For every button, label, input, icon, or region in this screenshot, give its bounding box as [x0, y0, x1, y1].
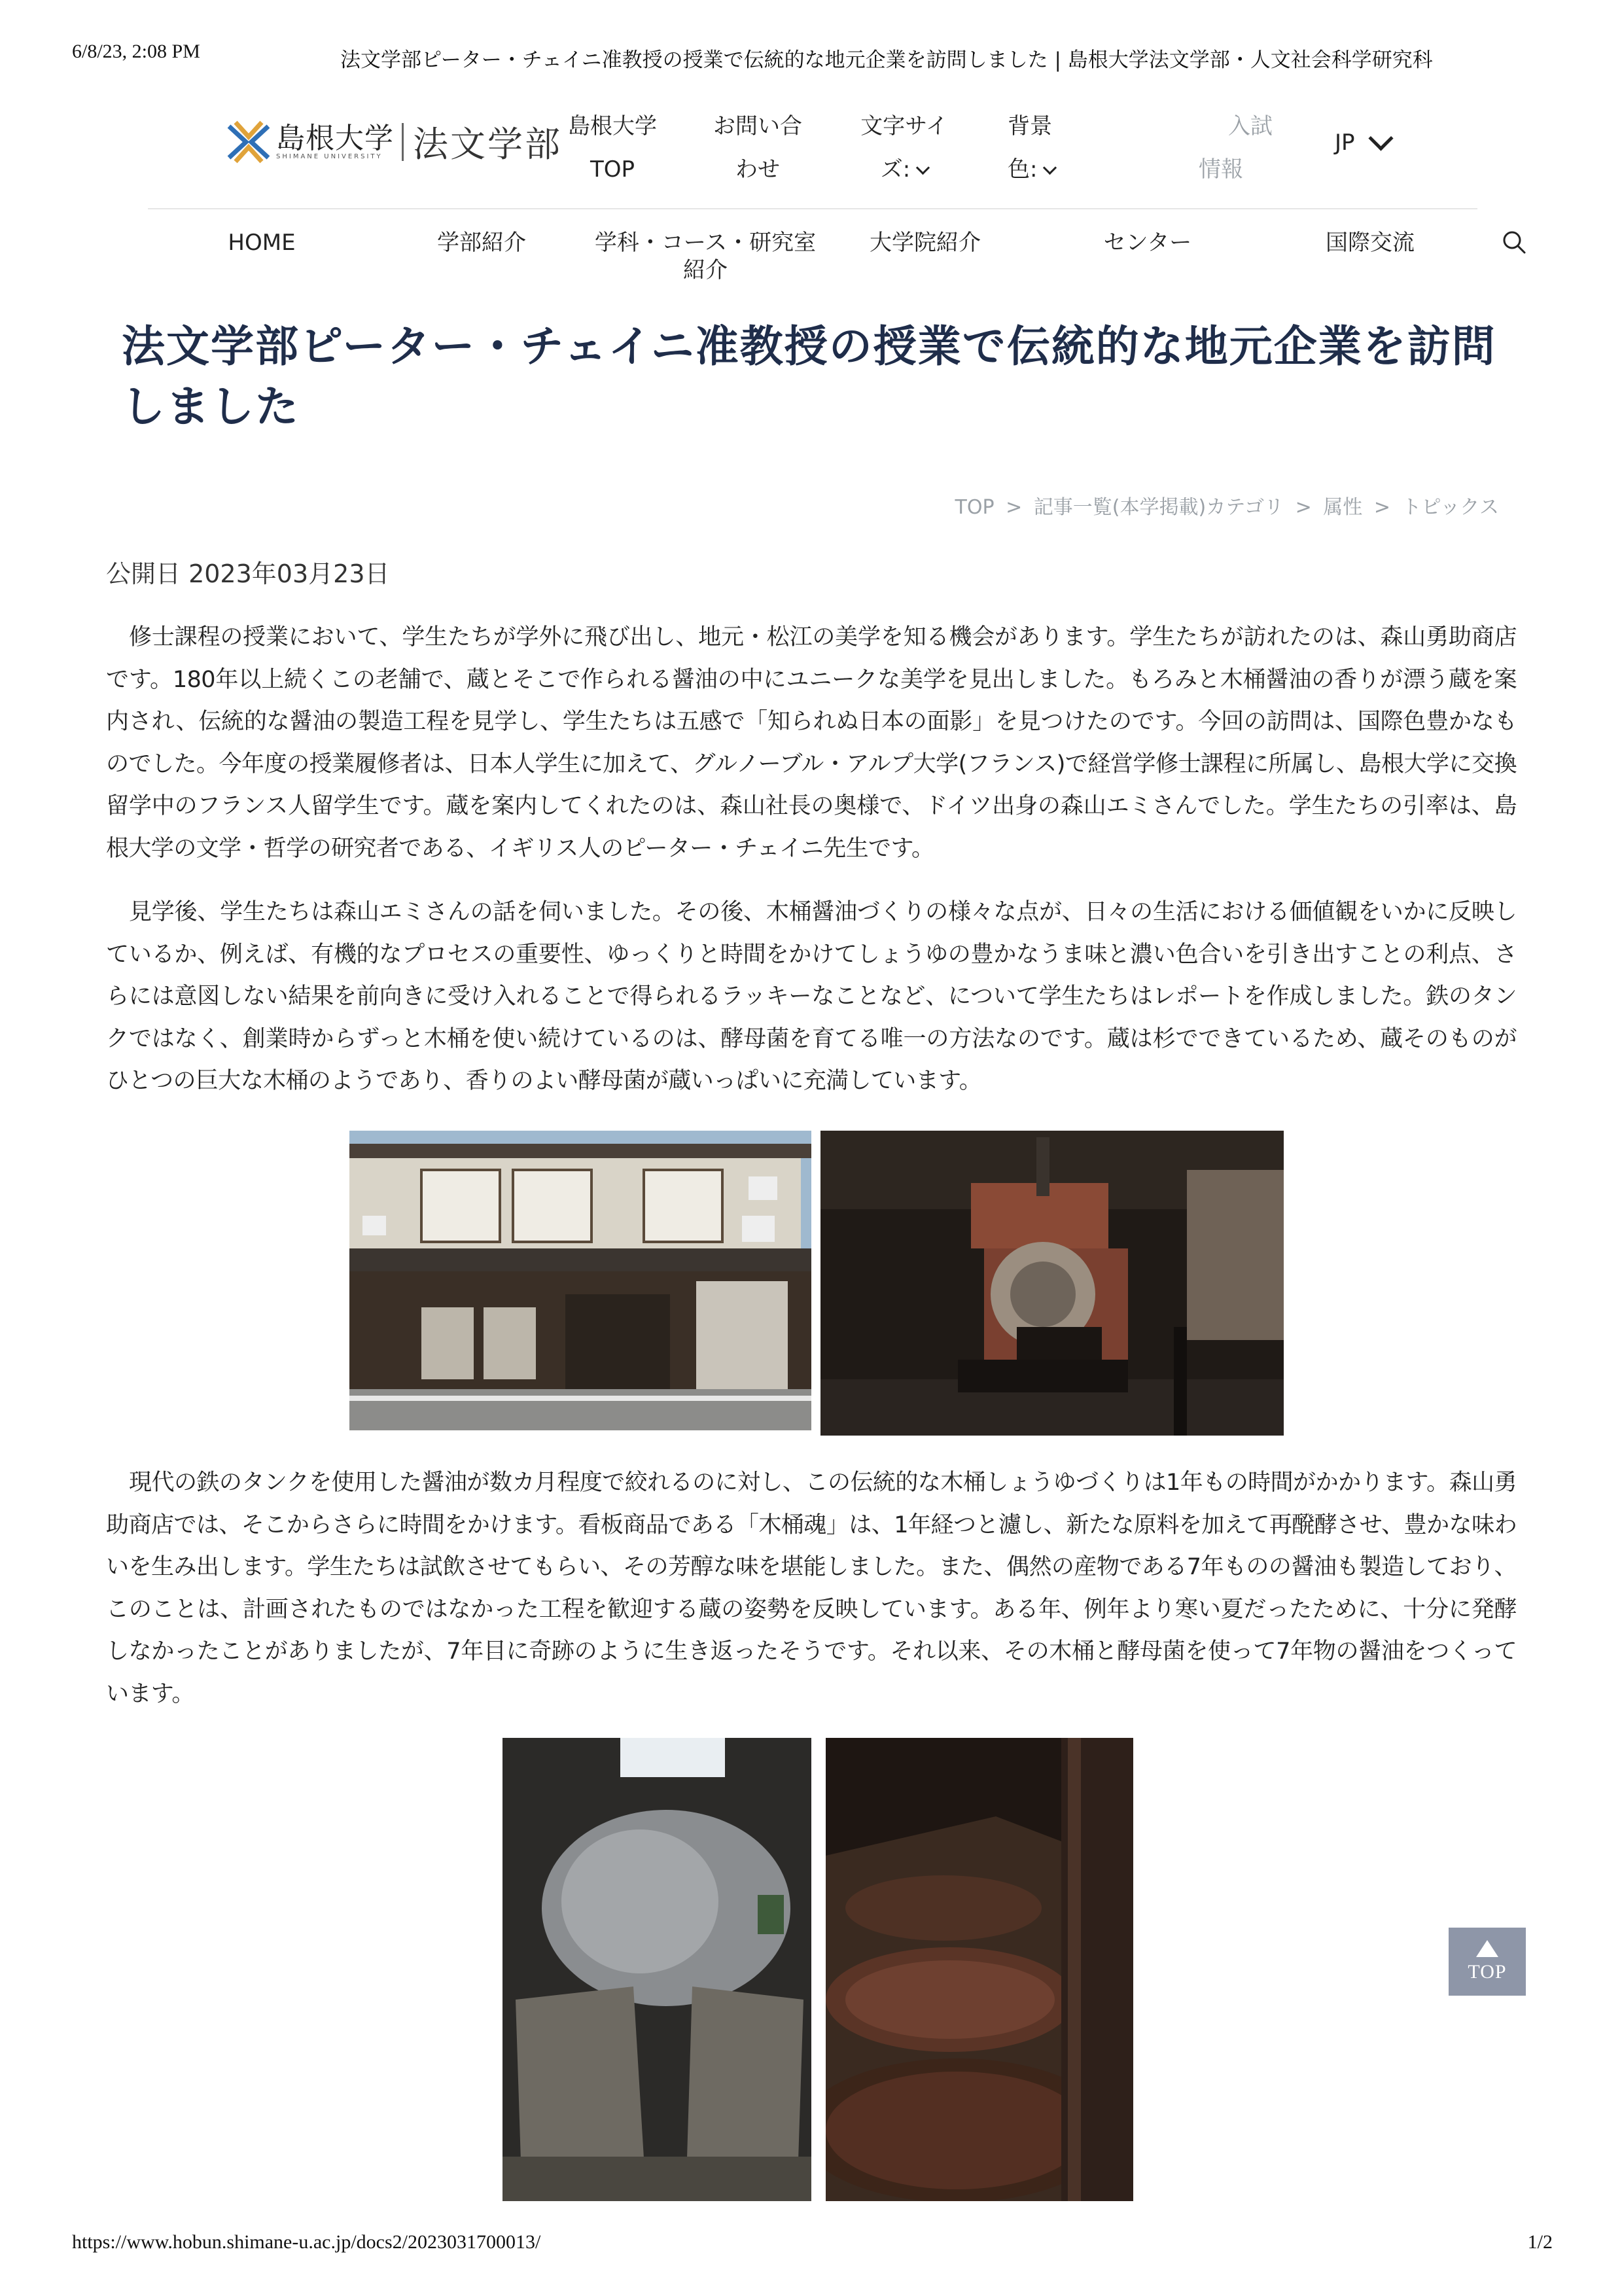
- util-link-university-top[interactable]: [567, 105, 658, 191]
- print-page-number: 1/2: [1527, 2231, 1553, 2253]
- print-url: https://www.hobun.shimane-u.ac.jp/docs2/2023031700013/: [72, 2231, 541, 2253]
- nav-departments[interactable]: 学科・コース・研究室紹介: [594, 230, 817, 283]
- util-link-label: 背景: [1008, 113, 1052, 139]
- nav-center[interactable]: センター: [1103, 230, 1192, 256]
- util-link-admissions[interactable]: [1188, 105, 1273, 191]
- breadcrumb-item-attribute[interactable]: 属性: [1323, 496, 1363, 519]
- nav-faculty-intro[interactable]: 学部紹介: [437, 230, 526, 256]
- print-document-title: 法文学部ピーター・チェイニ准教授の授業で伝統的な地元企業を訪問しました | 島根大学法文学部・人文社会科学研究科: [340, 48, 1433, 72]
- util-link-label: 色:: [1008, 156, 1038, 183]
- util-link-label: 入試: [1228, 113, 1273, 139]
- search-icon[interactable]: [1501, 229, 1527, 255]
- breadcrumb: [953, 491, 1502, 520]
- nav-graduate-school[interactable]: 大学院紹介: [870, 230, 981, 256]
- breadcrumb-item-topics[interactable]: トピックス: [1402, 496, 1499, 519]
- site-logo[interactable]: [226, 116, 562, 167]
- photo-wooden-vats: [826, 1738, 1133, 2201]
- nav-international[interactable]: 国際交流: [1326, 230, 1415, 256]
- nav-home[interactable]: HOME: [228, 230, 296, 256]
- logo-university-name: 島根大学: [276, 122, 394, 155]
- university-emblem-icon: [226, 120, 271, 164]
- util-link-label: お問い合: [713, 113, 802, 139]
- arrow-up-icon: [1476, 1940, 1498, 1957]
- logo-department-name: 法文学部: [413, 124, 562, 165]
- chevron-down-icon: [916, 161, 930, 175]
- chevron-down-icon: [1043, 161, 1057, 175]
- util-link-label: 島根大学: [568, 113, 657, 139]
- print-datetime: 6/8/23, 2:08 PM: [72, 41, 200, 62]
- photo-storefront: [349, 1131, 811, 1430]
- logo-separator: [402, 123, 404, 161]
- util-link-contact[interactable]: [712, 105, 803, 191]
- util-link-label: ズ:: [880, 156, 911, 183]
- background-color-selector[interactable]: [1008, 105, 1067, 191]
- page-title: 法文学部ピーター・チェイニ准教授の授業で伝統的な地元企業を訪問しました: [122, 321, 1496, 432]
- breadcrumb-item-articles[interactable]: 記事一覧(本学掲載)カテゴリ: [1033, 496, 1284, 519]
- logo-university-name-en: SHIMANE UNIVERSITY: [276, 153, 383, 160]
- breadcrumb-separator: >: [1373, 496, 1390, 519]
- back-to-top-button[interactable]: [1449, 1928, 1526, 1996]
- breadcrumb-separator: >: [1295, 496, 1312, 519]
- header-divider: [148, 208, 1477, 209]
- published-date: 公開日 2023年03月23日: [106, 559, 390, 588]
- language-label: JP: [1335, 130, 1355, 156]
- article-paragraph-1: 修士課程の授業において、学生たちが学外に飛び出し、地元・松江の美学を知る機会があります。学生たちが訪れたのは、森山勇助商店です。180年以上続くこの老舗で、蔵とそこで作られる醤油の中にユニークな美学を見出しました。もろみと木桶醤油の香りが漂う蔵を案内され、伝統的な醤油の製造工程を見学し、学生たちは五感で「知られぬ日本の面影」を見つけたのです。今回の訪問は、国際色豊かなものでした。今年度の授業履修者は、日本人学生に加えて、グルノーブル・アルプ大学(フランス)で経営学修士課程に所属し、島根大学に交換留学中のフランス人留学生です。蔵を案内してくれたのは、森山社長の奥様で、ドイツ出身の森山エミさんでした。学生たちの引率は、島根大学の文学・哲学の研究者である、イギリス人のピーター・チェイニ先生です。: [106, 624, 1517, 862]
- util-link-label: わせ: [735, 156, 780, 183]
- font-size-selector[interactable]: [858, 105, 950, 191]
- photo-brick-press: [820, 1131, 1284, 1436]
- language-selector[interactable]: [1335, 130, 1390, 156]
- breadcrumb-separator: >: [1006, 496, 1023, 519]
- util-link-label: 文字サイ: [860, 113, 948, 139]
- breadcrumb-item-top[interactable]: TOP: [955, 496, 995, 519]
- photo-steel-drum: [502, 1738, 811, 2201]
- chevron-down-icon: [1368, 126, 1393, 150]
- util-link-label: TOP: [590, 156, 635, 183]
- util-link-label: 情報: [1199, 156, 1243, 183]
- article-paragraph-2: 見学後、学生たちは森山エミさんの話を伺いました。その後、木桶醤油づくりの様々な点が、日々の生活における価値観をいかに反映しているか、例えば、有機的なプロセスの重要性、ゆっくりと時間をかけてしょうゆの豊かなうま味と濃い色合いを引き出すことの利点、さらには意図しない結果を前向きに受け入れることで得られるラッキーなことなど、について学生たちはレポートを作成しました。鉄のタンクではなく、創業時からずっと木桶を使い続けているのは、酵母菌を育てる唯一の方法なのです。蔵は杉でできているため、蔵そのものがひとつの巨大な木桶のようであり、香りのよい酵母菌が蔵いっぱいに充満しています。: [106, 899, 1517, 1094]
- back-to-top-label: TOP: [1468, 1961, 1507, 1983]
- article-paragraph-3: 現代の鉄のタンクを使用した醤油が数カ月程度で絞れるのに対し、この伝統的な木桶しょうゆづくりは1年もの時間がかかります。森山勇助商店では、そこからさらに時間をかけます。看板商品である「木桶魂」は、1年経つと濾し、新たな原料を加えて再醗酵させ、豊かな味わいを生み出します。学生たちは試飲させてもらい、その芳醇な味を堪能しました。また、偶然の産物である7年ものの醤油も製造しており、このことは、計画されたものではなかった工程を歓迎する蔵の姿勢を反映しています。ある年、例年より寒い夏だったために、十分に発酵しなかったことがありましたが、7年目に奇跡のように生き返ったそうです。それ以来、その木桶と酵母菌を使って7年物の醤油をつくっています。: [106, 1470, 1517, 1707]
